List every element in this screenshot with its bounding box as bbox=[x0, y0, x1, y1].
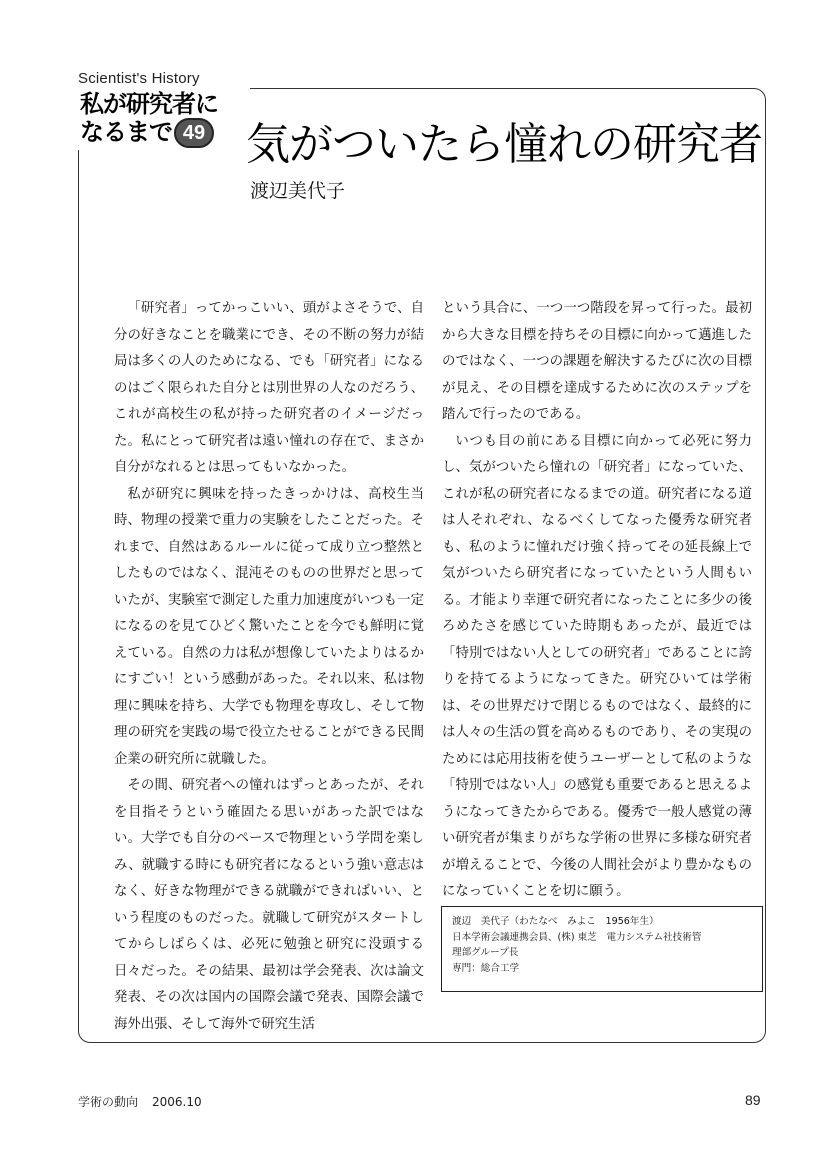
publication-date: 2006.10 bbox=[152, 1095, 202, 1109]
profile-specialty-line: 専門：総合工学 bbox=[452, 962, 520, 974]
body-paragraph: 「研究者」ってかっこいい、頭がよさそうで、自分の好きなことを職業にでき、その不断の努力が結局は多くの人のためになる、でも「研究者」になるのはごく限られた自分とは別世界の人なのだろう、これが高校生の私が持った研究者のイメージだった。私にとって研究者は遠い憧れの存在で、まさか自分がなれるとは思ってもいなかった。 bbox=[114, 301, 424, 475]
author-name: 渡辺美代子 bbox=[250, 180, 346, 202]
series-label: Scientist's History bbox=[78, 70, 200, 87]
issue-number-badge: 49 bbox=[174, 118, 214, 148]
series-heading-line2-wrap bbox=[80, 118, 250, 148]
body-paragraph: いつも目の前にある目標に向かって必死に努力し、気がついたら憧れの「研究者」になっていた、これが私の研究者になるまでの道。研究者になる道は人それぞれ、なるべくしてなった優秀な研究者も、私のように憧れだけ強く持ってその延長線上で気がついたら研究者になっていたという人間もいる。才能より幸運で研究者になったことに多少の後ろめたさを感じていた時期もあったが、最近では「特別ではない人としての研究者」であることに誇りを持てるようになってきた。研究ひいては学術は、その世界だけで閉じるものではなく、最終的には人々の生活の質を高めるものであり、その実現のためには応用技術を使うユーザーとして私のような「特別ではない人」の感覚も重要であると思えるようになってきたからである。優秀で一般人感覚の薄い研究者が集まりがちな学術の世界に多様な研究者が増えることで、今後の人間社会がより豊かなものになっていくことを切に願う。 bbox=[442, 433, 752, 899]
body-column-left bbox=[114, 296, 424, 1038]
author-profile-box bbox=[441, 906, 763, 992]
body-column-right bbox=[442, 296, 752, 906]
profile-affiliation-line: 日本学術会議連携会員、(株) 東芝 電力システム社技術管 bbox=[452, 931, 702, 943]
publication-name: 学術の動向 bbox=[78, 1095, 139, 1109]
article-title: 気がついたら憧れの研究者 bbox=[246, 119, 762, 170]
body-paragraph: 私が研究に興味を持ったきっかけは、高校生当時、物理の授業で重力の実験をしたことだった。それまで、自然はあるルールに従って成り立つ整然としたものではなく、混沌そのものの世界だと思っていたが、実験室で測定した重力加速度がいつも一定になるのを見てひどく驚いたことを今でも鮮明に覚えている。自然の力は私が想像していたよりはるかにすごい！という感動があった。それ以来、私は物理に興味を持ち、大学でも物理を専攻し、そして物理の研究を実践の場で役立たせることができる民間企業の研究所に就職した。 bbox=[114, 486, 424, 767]
footer-publication bbox=[78, 1093, 202, 1110]
series-heading-line1: 私が研究者に bbox=[80, 90, 218, 118]
profile-name-line: 渡辺 美代子（わたなべ みよこ 1956年生） bbox=[452, 916, 659, 927]
series-heading bbox=[76, 88, 250, 150]
body-paragraph: その間、研究者への憧れはずっとあったが、それを目指そうという確固たる思いがあった訳ではない。大学でも自分のペースで物理という学問を楽しみ、就職する時にも研究者になるという強い意志はなく、好きな物理ができる就職ができればいい、という程度のものだった。就職して研究がスタートしてからしばらくは、必死に勉強と研究に没頭する日々だった。その結果、最初は学会発表、次は論文発表、その次は国内の国際会議で発表、国際会議で海外出張、そして海外で研究生活 bbox=[114, 778, 424, 1032]
body-paragraph-continued: という具合に、一つ一つ階段を昇って行った。最初から大きな目標を持ちその目標に向かって邁進したのではなく、一つの課題を解決するたびに次の目標が見え、その目標を達成するために次のステップを踏んで行ったのである。 bbox=[442, 301, 752, 422]
profile-affiliation-line-cont: 理部グループ長 bbox=[452, 947, 519, 958]
series-heading-line2: なるまで bbox=[80, 118, 172, 146]
page-number: 89 bbox=[745, 1092, 761, 1108]
